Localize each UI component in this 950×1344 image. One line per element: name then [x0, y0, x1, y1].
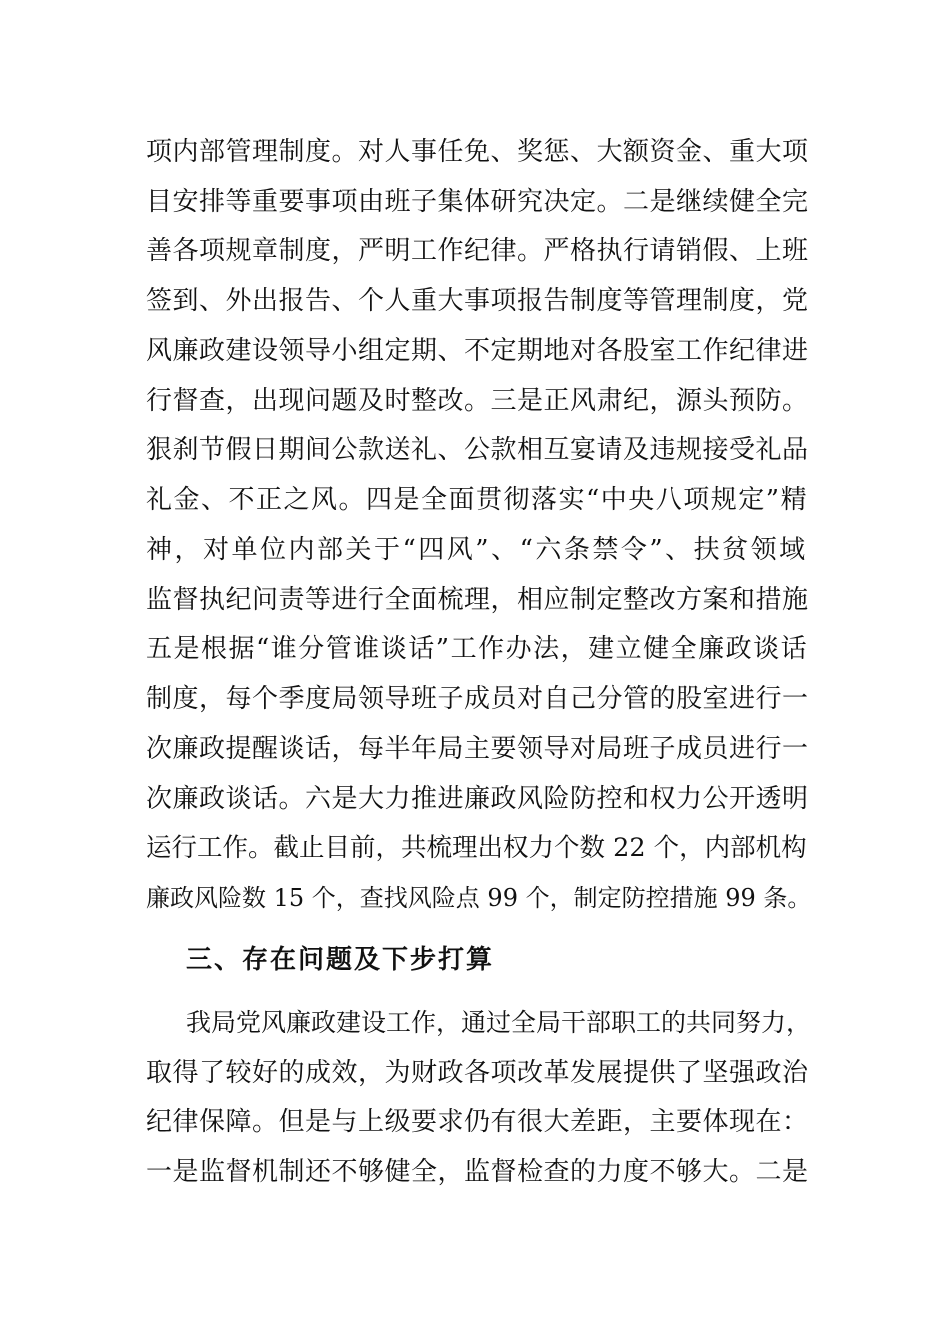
body-text-line: 次廉政谈话。六是大力推进廉政风险防控和权力公开透明 — [146, 784, 809, 814]
body-text-line: 廉政风险数 15 个，查找风险点 99 个，制定防控措施 99 条。 — [146, 884, 812, 912]
body-text-line: 狠刹节假日期间公款送礼、公款相互宴请及违规接受礼品 — [146, 435, 809, 465]
body-text-line: 项内部管理制度。对人事任免、奖惩、大额资金、重大项 — [146, 137, 809, 167]
body-text-line: 运行工作。截止目前，共梳理出权力个数 22 个，内部机构 — [146, 833, 807, 863]
body-text-line: 风廉政建设领导小组定期、不定期地对各股室工作纪律进 — [146, 336, 809, 366]
body-text-line: 礼金、不正之风。四是全面贯彻落实“中央八项规定”精 — [146, 485, 809, 515]
body-text-line: 五是根据“谁分管谁谈话”工作办法，建立健全廉政谈话 — [146, 634, 809, 664]
body-text-line: 一是监督机制还不够健全，监督检查的力度不够大。二是 — [146, 1157, 809, 1187]
body-text-line: 目安排等重要事项由班子集体研究决定。二是继续健全完 — [146, 187, 809, 217]
body-text-line: 制度，每个季度局领导班子成员对自己分管的股室进行一 — [146, 684, 809, 714]
body-text-line: 取得了较好的成效，为财政各项改革发展提供了坚强政治 — [146, 1058, 809, 1088]
body-text-line: 签到、外出报告、个人重大事项报告制度等管理制度，党 — [146, 286, 809, 316]
body-text-line: 次廉政提醒谈话，每半年局主要领导对局班子成员进行一 — [146, 734, 809, 764]
section-heading: 三、存在问题及下步打算 — [186, 945, 495, 975]
body-text-line: 纪律保障。但是与上级要求仍有很大差距，主要体现在： — [146, 1107, 809, 1137]
body-text-line: 善各项规章制度，严明工作纪律。严格执行请销假、上班 — [146, 236, 809, 266]
body-text-line: 我局党风廉政建设工作，通过全局干部职工的共同努力， — [186, 1008, 812, 1037]
body-text-line: 行督查，出现问题及时整改。三是正风肃纪，源头预防。 — [146, 386, 809, 416]
body-text-line: 神，对单位内部关于“四风”、“六条禁令”、扶贫领域 — [146, 535, 808, 565]
body-text-line: 监督执纪问责等进行全面梳理，相应制定整改方案和措施 — [146, 585, 809, 615]
